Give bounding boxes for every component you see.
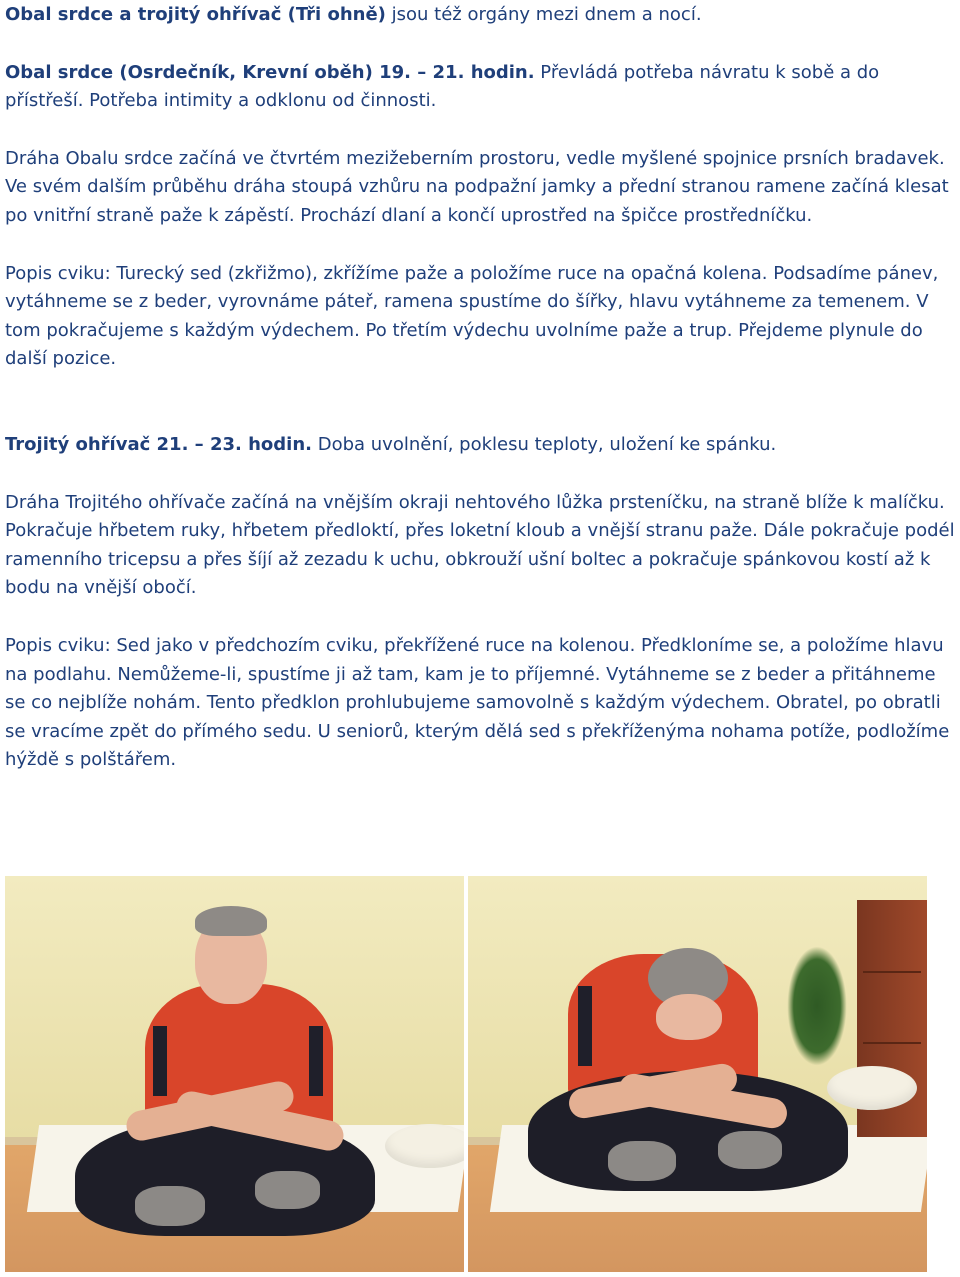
trojity-ohrivac-heading <box>5 431 960 460</box>
intro-paragraph <box>5 1 960 30</box>
trojity-ohrivac-rest: Doba uvolnění, poklesu teploty, uložení ke spánku. <box>312 433 777 455</box>
person-forward-bend <box>468 876 927 1272</box>
obal-srdce-bold: Obal srdce (Osrdečník, Krevní oběh) 19. – 21. hodin. <box>5 61 535 83</box>
trojity-ohrivac-bold: Trojitý ohřívač 21. – 23. hodin. <box>5 433 312 455</box>
photo-upright-seat <box>5 876 464 1272</box>
photo-forward-bend <box>468 876 927 1272</box>
intro-bold: Obal srdce a trojitý ohřívač (Tři ohně) <box>5 4 386 25</box>
intro-rest: jsou též orgány mezi dnem a nocí. <box>385 4 702 25</box>
trojity-ohrivac-exercise-paragraph: Popis cviku: Sed jako v předchozím cviku, překřížené ruce na kolenou. Předkloníme se, a položíme hlavu na podlahu. Nemůžeme-li, spustíme ji až tam, kam je to příjemné. Vytáhneme se z beder a přitáhneme se co nejblíže nohám. Tento předklon prohlubujeme samovolně s každým výdechem. Obratel, po obratli se vracíme zpět do přímého sedu. U seniorů, kterým dělá sed s překříženýma nohama potíže, podložíme hýždě s polštářem. <box>5 634 950 771</box>
obal-srdce-rest: Převládá potřeba návratu k sobě a do přístřeší. Potřeba intimity a odklonu od činnosti. <box>5 61 880 112</box>
trojity-ohrivac-path-paragraph: Dráha Trojitého ohřívače začíná na vnějším okraji nehtového lůžka prsteníčku, na straně blíže k malíčku. Pokračuje hřbetem ruky, hřbetem předloktí, přes loketní kloub a vnější stranu paže. Dále pokračuje podél ramenního tricepsu a přes šíjí až zezadu k uchu, obkrouží ušní boltec a pokračuje spánkovou kostí až k bodu na vnější obočí. <box>5 491 955 599</box>
person-upright <box>5 876 464 1272</box>
obal-srdce-heading <box>5 59 960 116</box>
obal-srdce-exercise-paragraph: Popis cviku: Turecký sed (zkřižmo), zkřížíme paže a položíme ruce na opačná kolena. Podsadíme pánev, vytáhneme se z beder, vyrovnáme páteř, ramena spustíme do šířky, hlavu vytáhneme za temenem. V tom pokračujeme s každým výdechem. Po třetím výdechu uvolníme paže a trup. Přejdeme plynule do další pozice. <box>5 262 939 370</box>
exercise-photos <box>5 876 927 1272</box>
document-text <box>5 1 960 775</box>
obal-srdce-path-paragraph: Dráha Obalu srdce začíná ve čtvrtém mezižeberním prostoru, vedle myšlené spojnice prsních bradavek. Ve svém dalším průběhu dráha stoupá vzhůru na podpažní jamky a přední stranou ramene začíná klesat po vnitřní straně paže k zápěstí. Prochází dlaní a končí uprostřed na špičce prostředníčku. <box>5 147 949 226</box>
